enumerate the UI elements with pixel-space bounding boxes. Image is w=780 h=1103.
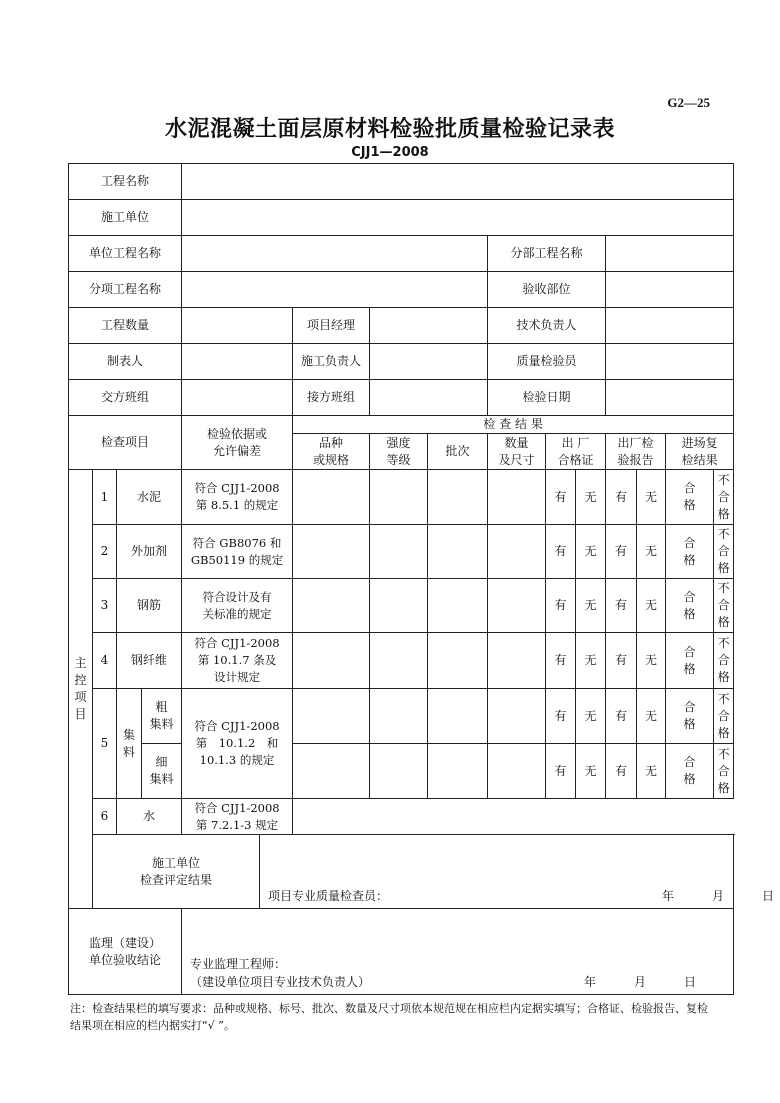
item-name: 外加剂 bbox=[117, 525, 182, 579]
label-tech-leader: 技术负责人 bbox=[488, 308, 606, 344]
report-none[interactable]: 无 bbox=[637, 689, 666, 744]
basis-line: 设计规定 bbox=[214, 670, 261, 684]
item-basis bbox=[182, 633, 293, 689]
header-basis bbox=[182, 416, 293, 470]
cell-strength[interactable] bbox=[370, 744, 428, 799]
pass-char: 合 bbox=[683, 755, 696, 769]
basis-line: 符合 CJJ1-2008 bbox=[194, 636, 280, 650]
fail-char: 格 bbox=[717, 670, 730, 684]
cert-have[interactable]: 有 bbox=[546, 633, 576, 689]
owner-tech-leader-label: （建设单位项目专业技术负责人） bbox=[190, 975, 371, 989]
cert-none[interactable]: 无 bbox=[576, 470, 606, 525]
supervision-signature-block bbox=[184, 956, 731, 994]
field-handover-team[interactable] bbox=[182, 380, 293, 416]
label-inspection-date: 检验日期 bbox=[488, 380, 606, 416]
basis-line: 符合设计及有 bbox=[202, 589, 272, 604]
cert-none[interactable]: 无 bbox=[576, 689, 606, 744]
label-construction-unit: 施工单位 bbox=[69, 200, 182, 236]
cell-quantity[interactable] bbox=[488, 633, 546, 689]
header-recheck-line1: 进场复 bbox=[681, 435, 718, 450]
item-row-6 bbox=[69, 799, 734, 835]
fail-char: 格 bbox=[717, 780, 730, 795]
row-quantity bbox=[69, 308, 734, 344]
field-receiving-team[interactable] bbox=[370, 380, 488, 416]
main-control-char: 控 bbox=[74, 673, 87, 687]
coarse-label: 集料 bbox=[149, 717, 174, 731]
form-title: 水泥混凝土面层原材料检验批质量检验记录表 bbox=[164, 117, 615, 142]
month-label: 月 bbox=[712, 889, 725, 903]
cell-batch[interactable] bbox=[428, 525, 488, 579]
cert-have[interactable]: 有 bbox=[546, 525, 576, 579]
quality-checker-label: 项目专业质量检查员： bbox=[268, 889, 389, 903]
header-variety-line2: 或规格 bbox=[313, 452, 350, 467]
item-basis bbox=[182, 579, 293, 633]
item-no: 4 bbox=[93, 633, 117, 689]
header-cert-line1: 出 厂 bbox=[561, 435, 590, 450]
report-none[interactable]: 无 bbox=[637, 633, 666, 689]
cell-strength[interactable] bbox=[370, 470, 428, 525]
header-factory-report bbox=[606, 434, 666, 470]
item-row-4 bbox=[69, 633, 734, 689]
cert-none[interactable]: 无 bbox=[576, 744, 606, 799]
construction-signature-line bbox=[262, 888, 775, 908]
header-cert-line2: 合格证 bbox=[557, 452, 594, 467]
fail-char: 不 bbox=[717, 636, 730, 650]
basis-line: 符合 GB8076 和 bbox=[192, 535, 282, 550]
header-strength-line2: 等级 bbox=[386, 452, 411, 467]
fail-char: 不 bbox=[717, 746, 730, 761]
header-report-line2: 验报告 bbox=[617, 452, 654, 467]
recheck-pass[interactable] bbox=[666, 689, 714, 744]
recheck-fail[interactable] bbox=[714, 579, 734, 633]
cert-none[interactable]: 无 bbox=[576, 525, 606, 579]
coarse-char: 粗 bbox=[155, 700, 168, 714]
item-row-5-coarse bbox=[69, 689, 734, 744]
pass-char: 合 bbox=[683, 700, 696, 714]
pass-char: 格 bbox=[683, 606, 696, 621]
fine-char: 细 bbox=[155, 755, 168, 769]
footnote: 注：检查结果栏的填写要求：品种或规格、标号、批次、数量及尺寸项依本规范规在相应栏内定据实填写；合格证、检验报告、复检结果项在相应的栏内据实打“√ ”。 bbox=[70, 1002, 708, 1032]
fail-char: 合 bbox=[717, 598, 730, 612]
cert-have[interactable]: 有 bbox=[546, 470, 576, 525]
cell-batch[interactable] bbox=[428, 633, 488, 689]
header-qty-line1: 数量 bbox=[504, 435, 529, 450]
basis-line: 符合 CJJ1-2008 bbox=[194, 481, 280, 495]
pass-char: 合 bbox=[683, 589, 696, 604]
fail-char: 不 bbox=[717, 581, 730, 595]
cell-variety[interactable] bbox=[293, 689, 370, 744]
report-none[interactable]: 无 bbox=[637, 579, 666, 633]
supervision-engineer-label: 专业监理工程师： bbox=[190, 957, 287, 971]
fail-char: 格 bbox=[717, 506, 730, 521]
fail-char: 格 bbox=[717, 561, 730, 575]
day-label: 日 bbox=[684, 975, 697, 989]
report-none[interactable]: 无 bbox=[637, 525, 666, 579]
cell-variety[interactable] bbox=[293, 470, 370, 525]
inspection-record-table bbox=[68, 163, 775, 995]
fail-char: 合 bbox=[717, 763, 730, 778]
main-control-char: 目 bbox=[74, 707, 87, 721]
field-construction-leader[interactable] bbox=[370, 344, 488, 380]
row-column-header-1 bbox=[69, 416, 734, 434]
recheck-fail[interactable] bbox=[714, 689, 734, 744]
cert-have[interactable]: 有 bbox=[546, 689, 576, 744]
report-have[interactable]: 有 bbox=[606, 689, 637, 744]
cell-strength[interactable] bbox=[370, 689, 428, 744]
header-recheck bbox=[666, 434, 734, 470]
cell-quantity[interactable] bbox=[488, 689, 546, 744]
supervision-eval-label-line1: 监理（建设） bbox=[89, 935, 162, 950]
header-basis-line1: 检验依据或 bbox=[207, 426, 268, 441]
aggregate-char: 料 bbox=[122, 744, 135, 759]
fail-char: 格 bbox=[717, 615, 730, 629]
header-results: 检 查 结 果 bbox=[293, 416, 734, 434]
pass-char: 合 bbox=[683, 644, 696, 659]
basis-line: 10.1.3 的规定 bbox=[199, 753, 275, 767]
pass-char: 格 bbox=[683, 661, 696, 676]
label-subitem-project-name: 分项工程名称 bbox=[69, 272, 182, 308]
header-factory-cert bbox=[546, 434, 606, 470]
recheck-fail[interactable] bbox=[714, 744, 734, 799]
cell-quantity[interactable] bbox=[488, 470, 546, 525]
construction-eval-label-line2: 检查评定结果 bbox=[140, 872, 213, 887]
item-name: 钢纤维 bbox=[117, 633, 182, 689]
item-basis bbox=[182, 525, 293, 579]
row-supervision-eval bbox=[69, 909, 734, 995]
fail-char: 合 bbox=[717, 708, 730, 723]
recheck-fail[interactable] bbox=[714, 633, 734, 689]
day-label: 日 bbox=[762, 889, 775, 903]
basis-line: 第 10.1.7 条及 bbox=[197, 653, 277, 667]
item-no: 6 bbox=[93, 799, 117, 835]
item-no: 3 bbox=[93, 579, 117, 633]
basis-line: GB50119 的规定 bbox=[190, 552, 284, 567]
supervision-eval-label-line2: 单位验收结论 bbox=[89, 952, 162, 967]
item-basis bbox=[182, 689, 293, 799]
field-construction-unit[interactable] bbox=[182, 200, 734, 236]
cell-variety[interactable] bbox=[293, 525, 370, 579]
month-label: 月 bbox=[634, 975, 647, 989]
cell-batch[interactable] bbox=[428, 744, 488, 799]
field-quantity[interactable] bbox=[182, 308, 293, 344]
form-code: G2—25 bbox=[667, 95, 710, 110]
year-label: 年 bbox=[584, 975, 597, 989]
aggregate-char: 集 bbox=[122, 727, 135, 742]
recheck-pass[interactable] bbox=[666, 470, 714, 525]
pass-char: 格 bbox=[683, 552, 696, 567]
basis-line: 第 7.2.1-3 规定 bbox=[195, 817, 279, 832]
basis-line: 第 10.1.2 和 bbox=[195, 736, 279, 750]
label-handover-team: 交方班组 bbox=[69, 380, 182, 416]
label-preparer: 制表人 bbox=[69, 344, 182, 380]
cell-quantity[interactable] bbox=[488, 744, 546, 799]
field-unit-project-name[interactable] bbox=[182, 236, 488, 272]
fine-label: 集料 bbox=[149, 772, 174, 786]
basis-line: 符合 CJJ1-2008 bbox=[194, 719, 280, 733]
header-variety bbox=[293, 434, 370, 470]
field-division-project-name[interactable] bbox=[606, 236, 734, 272]
report-have[interactable]: 有 bbox=[606, 579, 637, 633]
item-no: 5 bbox=[93, 689, 117, 799]
construction-eval-field[interactable] bbox=[260, 835, 775, 909]
item-row-3 bbox=[69, 579, 734, 633]
supervision-eval-label bbox=[69, 909, 182, 995]
field-quality-inspector[interactable] bbox=[606, 344, 734, 380]
cell-variety[interactable] bbox=[293, 744, 370, 799]
label-quantity: 工程数量 bbox=[69, 308, 182, 344]
cell-strength[interactable] bbox=[370, 633, 428, 689]
item-name: 钢筋 bbox=[117, 579, 182, 633]
recheck-pass[interactable] bbox=[666, 633, 714, 689]
header-batch: 批次 bbox=[428, 434, 488, 470]
supervision-eval-field[interactable] bbox=[182, 909, 734, 995]
fail-char: 不 bbox=[717, 691, 730, 706]
header-check-item: 检查项目 bbox=[69, 416, 182, 470]
label-project-name: 工程名称 bbox=[69, 164, 182, 200]
field-acceptance-part[interactable] bbox=[606, 272, 734, 308]
fail-char: 不 bbox=[717, 472, 730, 487]
fail-char: 格 bbox=[717, 725, 730, 740]
coarse-aggregate bbox=[142, 689, 182, 744]
pass-char: 合 bbox=[683, 481, 696, 495]
cell-batch[interactable] bbox=[428, 579, 488, 633]
aggregate-label bbox=[117, 689, 142, 799]
main-control-label bbox=[69, 470, 93, 909]
item-row-6-blank bbox=[293, 799, 734, 835]
cell-quantity[interactable] bbox=[488, 525, 546, 579]
label-division-project-name: 分部工程名称 bbox=[488, 236, 606, 272]
label-receiving-team: 接方班组 bbox=[293, 380, 370, 416]
basis-line: 第 8.5.1 的规定 bbox=[195, 498, 279, 512]
header-qty-line2: 及尺寸 bbox=[498, 452, 535, 467]
cell-strength[interactable] bbox=[370, 579, 428, 633]
fail-char: 合 bbox=[717, 544, 730, 558]
cell-variety[interactable] bbox=[293, 579, 370, 633]
construction-eval-label bbox=[93, 835, 260, 909]
cell-strength[interactable] bbox=[370, 525, 428, 579]
report-have[interactable]: 有 bbox=[606, 633, 637, 689]
fail-char: 不 bbox=[717, 527, 730, 541]
pass-char: 合 bbox=[683, 535, 696, 550]
row-preparer bbox=[69, 344, 734, 380]
main-control-char: 项 bbox=[74, 690, 87, 704]
pass-char: 格 bbox=[683, 772, 696, 786]
label-acceptance-part: 验收部位 bbox=[488, 272, 606, 308]
cell-batch[interactable] bbox=[428, 470, 488, 525]
report-have[interactable]: 有 bbox=[606, 744, 637, 799]
row-subitem-project bbox=[69, 272, 734, 308]
label-unit-project-name: 单位工程名称 bbox=[69, 236, 182, 272]
row-construction-unit bbox=[69, 200, 734, 236]
cert-none[interactable]: 无 bbox=[576, 579, 606, 633]
fail-char: 合 bbox=[717, 653, 730, 667]
cell-batch[interactable] bbox=[428, 689, 488, 744]
cert-none[interactable]: 无 bbox=[576, 633, 606, 689]
item-name: 水泥 bbox=[117, 470, 182, 525]
report-none[interactable]: 无 bbox=[637, 744, 666, 799]
report-none[interactable]: 无 bbox=[637, 470, 666, 525]
field-preparer[interactable] bbox=[182, 344, 293, 380]
label-construction-leader: 施工负责人 bbox=[293, 344, 370, 380]
field-project-name[interactable] bbox=[182, 164, 734, 200]
fine-aggregate bbox=[142, 744, 182, 799]
field-project-manager[interactable] bbox=[370, 308, 488, 344]
header-strength bbox=[370, 434, 428, 470]
recheck-pass[interactable] bbox=[666, 579, 714, 633]
fail-char: 合 bbox=[717, 489, 730, 504]
cert-have[interactable]: 有 bbox=[546, 579, 576, 633]
basis-line: 符合 CJJ1-2008 bbox=[194, 800, 280, 815]
header-basis-line2: 允许偏差 bbox=[213, 443, 262, 458]
item-row-1 bbox=[69, 470, 734, 525]
item-row-2 bbox=[69, 525, 734, 579]
basis-line: 关标准的规定 bbox=[202, 606, 272, 621]
field-inspection-date[interactable] bbox=[606, 380, 734, 416]
pass-char: 格 bbox=[683, 717, 696, 731]
header-variety-line1: 品种 bbox=[319, 435, 344, 450]
header-quantity-size bbox=[488, 434, 546, 470]
report-have[interactable]: 有 bbox=[606, 525, 637, 579]
item-no: 2 bbox=[93, 525, 117, 579]
item-no: 1 bbox=[93, 470, 117, 525]
standard-code: CJJ1—2008 bbox=[351, 145, 429, 160]
field-tech-leader[interactable] bbox=[606, 308, 734, 344]
header-strength-line1: 强度 bbox=[386, 435, 411, 450]
field-subitem-project-name[interactable] bbox=[182, 272, 488, 308]
header-report-line1: 出厂检 bbox=[617, 435, 654, 450]
row-teams bbox=[69, 380, 734, 416]
item-name: 水 bbox=[117, 799, 182, 835]
row-construction-eval bbox=[69, 835, 734, 909]
recheck-fail[interactable] bbox=[714, 525, 734, 579]
cert-have[interactable]: 有 bbox=[546, 744, 576, 799]
cell-variety[interactable] bbox=[293, 633, 370, 689]
item-basis bbox=[182, 799, 293, 835]
label-quality-inspector: 质量检验员 bbox=[488, 344, 606, 380]
recheck-pass[interactable] bbox=[666, 744, 714, 799]
item-basis bbox=[182, 470, 293, 525]
recheck-pass[interactable] bbox=[666, 525, 714, 579]
cell-quantity[interactable] bbox=[488, 579, 546, 633]
pass-char: 格 bbox=[683, 498, 696, 512]
year-label: 年 bbox=[662, 889, 675, 903]
report-have[interactable]: 有 bbox=[606, 470, 637, 525]
row-project-name bbox=[69, 164, 734, 200]
construction-eval-label-line1: 施工单位 bbox=[152, 855, 201, 870]
recheck-fail[interactable] bbox=[714, 470, 734, 525]
main-control-char: 主 bbox=[74, 656, 87, 670]
item-row-5-fine bbox=[69, 744, 734, 799]
row-unit-project bbox=[69, 236, 734, 272]
label-project-manager: 项目经理 bbox=[293, 308, 370, 344]
header-recheck-line2: 检结果 bbox=[681, 452, 718, 467]
